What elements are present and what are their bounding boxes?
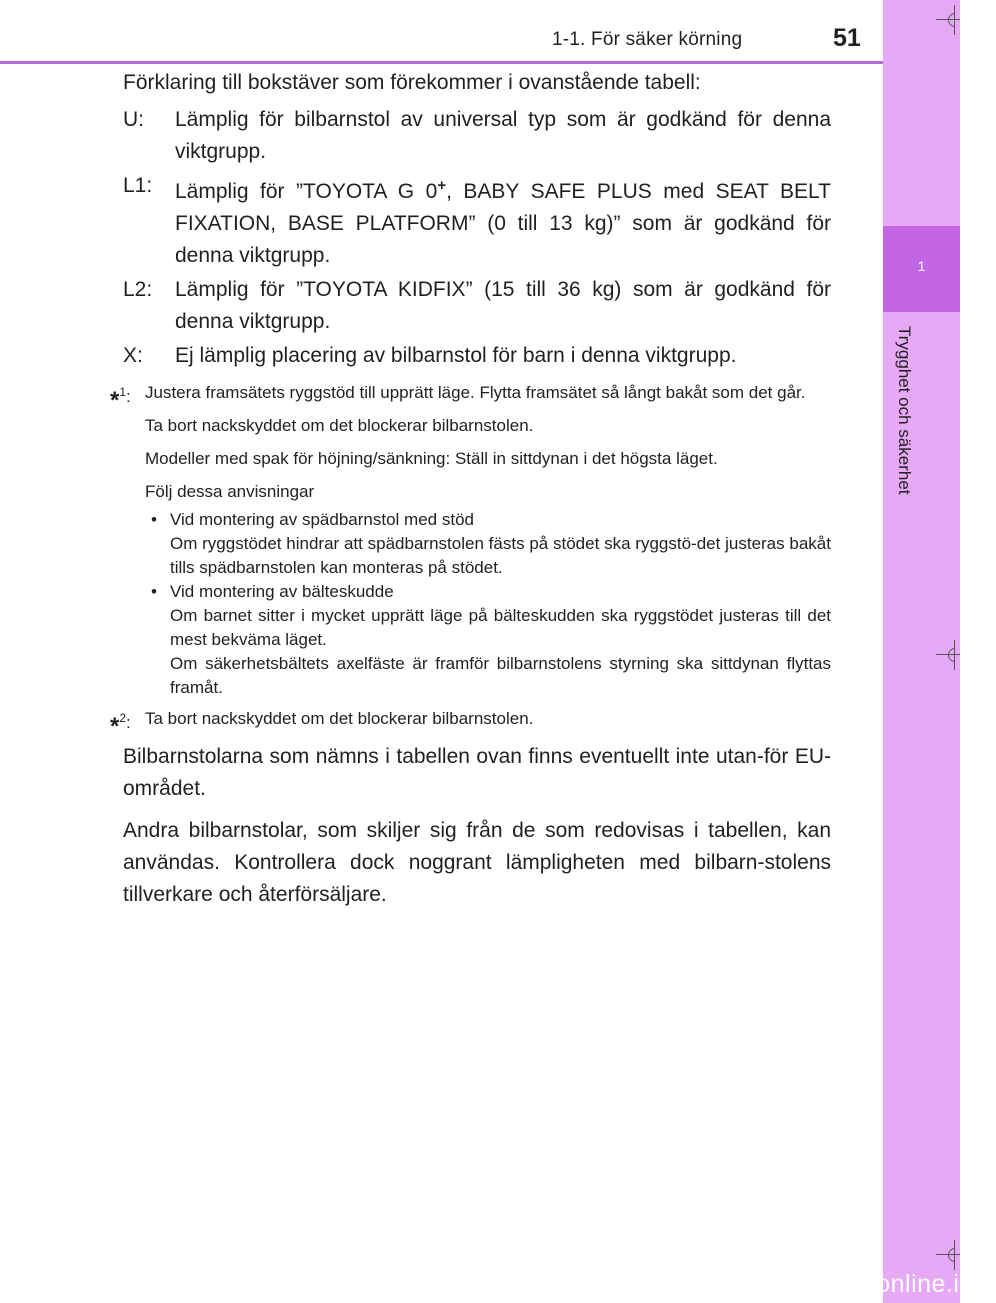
definition-key: L2: xyxy=(123,278,153,301)
footnote-paragraph: Ta bort nackskyddet om det blockerar bilbarnstolen. xyxy=(145,709,534,728)
definition-l1 xyxy=(123,170,831,272)
list-item xyxy=(145,508,831,580)
bullet-icon: • xyxy=(151,510,157,529)
crop-mark-icon xyxy=(936,5,960,35)
bullet-icon: • xyxy=(151,582,157,601)
page-number: 51 xyxy=(833,24,861,52)
footnote-paragraph: Ta bort nackskyddet om det blockerar bilbarnstolen. xyxy=(145,416,534,435)
definition-text-before: Lämplig för ”TOYOTA G 0 xyxy=(175,180,438,203)
footnote-marker: *$^1$: xyxy=(110,385,131,414)
definition-superscript: + xyxy=(437,177,447,194)
list-item-body: Om barnet sitter i mycket upprätt läge på bälteskudden ska ryggstödet justeras till det mest bekväma läget. xyxy=(170,606,831,649)
list-item-body: Om ryggstödet hindrar att spädbarnstolen fästs på stödet ska ryggstö-det justeras bakåt tills spädbarnstolen kan monteras på stödet. xyxy=(170,534,831,577)
definition-text: Lämplig för bilbarnstol av universal typ som är godkänd för denna viktgrupp. xyxy=(175,108,831,163)
list-item xyxy=(145,580,831,700)
definition-key: L1: xyxy=(123,174,153,197)
list-item-body: Om säkerhetsbältets axelfäste är framför bilbarnstolens styrning ska sittdynan flyttas framåt. xyxy=(170,654,831,697)
definition-text: Ej lämplig placering av bilbarnstol för barn i denna viktgrupp. xyxy=(175,344,737,367)
crop-mark-icon xyxy=(936,640,960,670)
chapter-number: 1 xyxy=(917,258,926,274)
definition-u xyxy=(123,104,831,168)
legend-intro: Förklaring till bokstäver som förekommer i ovanstående tabell: xyxy=(123,71,701,94)
definition-text: Lämplig för ”TOYOTA KIDFIX” (15 till 36 kg) som är godkänd för denna viktgrupp. xyxy=(175,278,831,333)
list-item-title: Vid montering av spädbarnstol med stöd xyxy=(170,510,474,529)
definition-key: U: xyxy=(123,108,144,131)
chapter-tab xyxy=(883,226,960,312)
footnote-1 xyxy=(110,380,831,700)
definition-key: X: xyxy=(123,344,143,367)
availability-paragraph: Bilbarnstolarna som nämns i tabellen ovan finns eventuellt inte utan-för EU-området. xyxy=(123,745,831,800)
definition-x xyxy=(123,340,831,372)
running-header-section: 1-1. För säker körning xyxy=(552,29,743,50)
list-item-title: Vid montering av bälteskudde xyxy=(170,582,394,601)
definition-l2 xyxy=(123,274,831,338)
instruction-list xyxy=(145,508,831,700)
footnote-paragraph: Justera framsätets ryggstöd till upprätt läge. Flytta framsätet så långt bakåt som det går. xyxy=(145,383,806,402)
other-seats-paragraph: Andra bilbarnstolar, som skiljer sig från de som redovisas i tabellen, kan användas. Kontrollera dock noggrant lämpligheten med bilbarn-stolens tillverkare och återförsäljare. xyxy=(123,819,831,906)
page-body xyxy=(110,68,832,911)
crop-mark-icon xyxy=(936,1240,960,1270)
header-divider xyxy=(0,61,883,64)
watermark-text: carmanualsonline.info xyxy=(742,1270,996,1298)
footnote-paragraph: Följ dessa anvisningar xyxy=(145,482,315,501)
definition-text-after: , BABY SAFE PLUS med SEAT BELT FIXATION, BASE PLATFORM” (0 till 13 kg)” som är godkänd för denna viktgrupp. xyxy=(175,180,832,267)
footnote-paragraph: Modeller med spak för höjning/sänkning: Ställ in sittdynan i det högsta läget. xyxy=(145,449,718,468)
footnote-2 xyxy=(110,706,831,740)
footnote-marker: *$^2$: xyxy=(110,711,131,740)
chapter-title: Trygghet och säkerhet xyxy=(895,326,914,495)
